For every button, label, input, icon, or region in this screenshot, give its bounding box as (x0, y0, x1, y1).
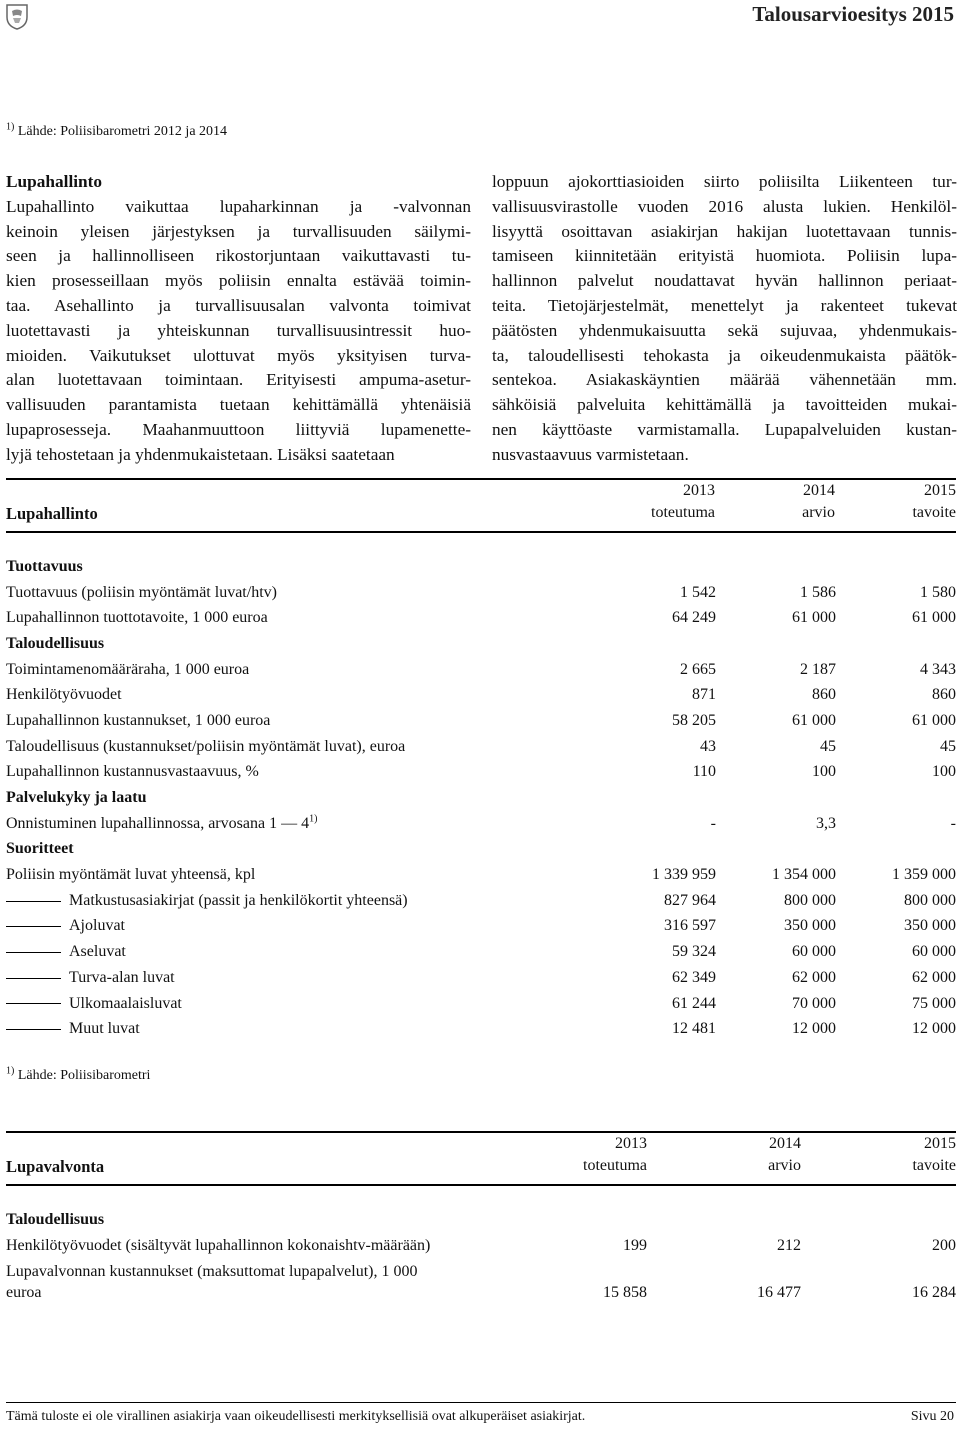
table-cell: 62 000 (912, 968, 956, 986)
table-cell (716, 785, 836, 811)
table2-section: Taloudellisuus (6, 1211, 105, 1228)
table-cell: 1 580 (920, 583, 956, 601)
row-label (6, 605, 596, 631)
table-cell: 2 187 (800, 660, 836, 678)
subhead-tavoite: tavoite (912, 504, 956, 521)
table-cell: 800 000 (904, 891, 956, 909)
right-text-column (492, 170, 957, 468)
row-label-text: Aseluvat (69, 943, 126, 961)
indent-dash (6, 926, 61, 927)
table-cell: 3,3 (816, 814, 836, 832)
indent-dash (6, 952, 61, 953)
table-cell (596, 837, 716, 863)
table-cell: 61 244 (672, 994, 716, 1012)
lion-crest-icon (4, 2, 30, 30)
row-label (6, 657, 596, 683)
text-line: luotettavasti ja yhteiskunnan turvallisuusintressit huo- (6, 320, 471, 340)
row-label-text: Taloudellisuus (6, 634, 105, 652)
table-row (6, 785, 956, 811)
table-cell: 61 000 (792, 609, 836, 627)
table-cell: 61 000 (912, 711, 956, 729)
top-footnote (6, 121, 228, 140)
table-cell: 43 (700, 737, 716, 755)
row-label (6, 914, 596, 940)
indent-dash (6, 1029, 61, 1030)
table1-header (6, 482, 956, 526)
table-row (6, 862, 956, 888)
table-cell: 75 000 (912, 994, 956, 1012)
row-label (6, 734, 596, 760)
table-row (6, 965, 956, 991)
year-2014: 2014 (769, 1135, 801, 1152)
text-line: nen käyttöaste varmistamalla. Lupapalveluiden kustan- (492, 419, 957, 439)
text-line: loppuun ajokorttiasioiden siirto poliisilta Liikenteen tur- (492, 172, 957, 191)
table-cell: 45 (820, 737, 836, 755)
table1-title: Lupahallinto (6, 504, 98, 523)
table2-row-label: Henkilötyövuodet (sisältyvät lupahallinnon kokonaishtv-määrään) (6, 1237, 431, 1254)
table2-cell: 15 858 (603, 1284, 647, 1301)
table2-header (6, 1135, 956, 1179)
table-cell (716, 837, 836, 863)
table-row (6, 811, 956, 837)
table2-title: Lupavalvonta (6, 1157, 105, 1176)
table-header-rule (6, 531, 956, 533)
table2-cell: 16 477 (757, 1284, 801, 1301)
subhead-arvio: arvio (768, 1157, 801, 1174)
table-cell (716, 554, 836, 580)
text-line: mioiden. Vaikutukset ulottuvat myös yksityisen turva- (6, 345, 471, 365)
year-2013: 2013 (615, 1135, 647, 1152)
table-cell: 59 324 (672, 943, 716, 961)
table-cell: 2 665 (680, 660, 716, 678)
row-label (6, 1016, 596, 1042)
row-label-text: Tuottavuus (poliisin myöntämät luvat/htv) (6, 583, 277, 601)
indent-dash (6, 901, 61, 902)
table-cell: 871 (692, 686, 716, 704)
row-label-text: Muut luvat (69, 1020, 140, 1038)
row-label-text: Tuottavuus (6, 557, 83, 575)
year-2013: 2013 (683, 482, 715, 499)
table-cell: 1 339 959 (652, 866, 716, 884)
table-row (6, 991, 956, 1017)
row-label (6, 785, 596, 811)
row-label (6, 939, 596, 965)
row-label (6, 580, 596, 606)
row-label-text: Poliisin myöntämät luvat yhteensä, kpl (6, 866, 256, 884)
row-label-text: Lupahallinnon kustannukset, 1 000 euroa (6, 711, 271, 729)
footnote-text: Lähde: Poliisibarometri 2012 ja 2014 (17, 124, 228, 139)
row-label-text: Matkustusasiakirjat (passit ja henkilökortit yhteensä) (69, 891, 408, 909)
row-label (6, 760, 596, 786)
table-row (6, 888, 956, 914)
row-label (6, 811, 596, 837)
table2-row-label: Lupavalvonnan kustannukset (maksuttomat lupapalvelut), 1 000 (6, 1263, 418, 1280)
table-row (6, 657, 956, 683)
text-line: Lupahallinto vaikuttaa lupaharkinnan ja -valvonnan (6, 196, 471, 216)
text-line: nusvastaavuus varmistetaan. (492, 444, 689, 464)
year-2014: 2014 (803, 482, 835, 499)
table-cell: 100 (812, 763, 836, 781)
text-line: kien prosesseillaan myös poliisin ennalta estävää toimin- (6, 271, 471, 291)
table-cell: 350 000 (784, 917, 836, 935)
row-label-text: Ajoluvat (69, 917, 125, 935)
table-cell (596, 631, 716, 657)
table-cell: - (710, 814, 716, 832)
text-line: keinoin yleisen järjestyksen ja turvallisuuden säilymi- (6, 221, 471, 241)
table-cell (596, 785, 716, 811)
table-row (6, 837, 956, 863)
text-line: teita. Tietojärjestelmät, menettelyt ja rakenteet tukevat (492, 295, 957, 315)
table-cell (836, 837, 956, 863)
text-line: sentekoa. Asiakaskäyntien määrää vähennetään mm. (492, 370, 957, 390)
table2-cell: 212 (777, 1237, 801, 1254)
table-row (6, 682, 956, 708)
table2-top-rule (6, 1131, 956, 1133)
text-line: hallinnon palvelut noudattavat hyvän hallinnon periaat- (492, 271, 957, 291)
table-cell: 70 000 (792, 994, 836, 1012)
table-cell: 1 354 000 (772, 866, 836, 884)
table-row (6, 580, 956, 606)
table-row (6, 631, 956, 657)
text-line: vallisuuden parantamista tuetaan kehittämällä yhtenäisiä (6, 395, 471, 415)
document-title: Talousarvioesitys 2015 (752, 2, 954, 26)
table-cell: 1 586 (800, 583, 836, 601)
table-cell: 12 000 (912, 1020, 956, 1038)
text-line: lisyyttä osoittavan asiakirjan hakijan luotettavaan tunnis- (492, 221, 957, 241)
table-row (6, 708, 956, 734)
table-cell: 58 205 (672, 711, 716, 729)
text-line: sähköisiä palveluita kehittämällä ja tavoitteiden mukai- (492, 395, 957, 415)
row-label-text: Onnistuminen lupahallinnossa, arvosana 1 — 4 (6, 814, 310, 832)
table-cell (596, 554, 716, 580)
row-label-text: Suoritteet (6, 840, 74, 858)
table-cell (836, 785, 956, 811)
table-row (6, 605, 956, 631)
row-label (6, 682, 596, 708)
table-cell: 827 964 (664, 891, 716, 909)
lupahallinto-table (6, 554, 956, 1042)
table-top-rule (6, 478, 956, 480)
subhead-toteutuma: toteutuma (583, 1157, 647, 1174)
text-line: tamiseen kiinnitetään erityistä huomiota. Poliisin lupa- (492, 246, 957, 266)
table2-header-rule (6, 1184, 956, 1186)
footer-notice: Tämä tuloste ei ole virallinen asiakirja vaan oikeudellisesti merkityksellisiä ovat alkuperäiset asiakirjat. (6, 1409, 586, 1424)
table-cell: 12 000 (792, 1020, 836, 1038)
table-cell: 860 (812, 686, 836, 704)
row-label (6, 708, 596, 734)
footnote-marker: 1) (6, 121, 15, 133)
subhead-toteutuma: toteutuma (651, 504, 715, 521)
table-cell: 1 542 (680, 583, 716, 601)
table-row (6, 554, 956, 580)
footer-rule (6, 1402, 956, 1403)
row-label-text: Lupahallinnon kustannusvastaavuus, % (6, 763, 259, 781)
row-label (6, 965, 596, 991)
table-cell: 60 000 (792, 943, 836, 961)
row-label-text: Toimintamenomääräraha, 1 000 euroa (6, 660, 250, 678)
row-label-text: Henkilötyövuodet (6, 686, 122, 704)
text-line: ta, taloudellisesti tehokasta ja oikeudenmukaista päätök- (492, 345, 957, 365)
row-label-text: Turva-alan luvat (69, 968, 175, 986)
text-line: taa. Asehallinto ja turvallisuusalan valvonta toimivat (6, 295, 471, 315)
table-row (6, 734, 956, 760)
row-label-text: Lupahallinnon tuottotavoite, 1 000 euroa (6, 609, 268, 627)
row-label (6, 862, 596, 888)
table-cell (716, 631, 836, 657)
table2-cell: 199 (623, 1237, 647, 1254)
row-label (6, 991, 596, 1017)
table-cell: 316 597 (664, 917, 716, 935)
table-cell: 100 (932, 763, 956, 781)
text-line: alan luotettavaan toimintaan. Erityisesti ampuma-asetur- (6, 370, 471, 390)
page-number: Sivu 20 (910, 1409, 954, 1424)
table-cell: 45 (940, 737, 956, 755)
row-label (6, 837, 596, 863)
indent-dash (6, 1003, 61, 1004)
footnote-marker: 1) (309, 813, 318, 825)
table2-cell: 200 (932, 1237, 956, 1254)
table-cell: 62 000 (792, 968, 836, 986)
row-label-text: Palvelukyky ja laatu (6, 789, 147, 807)
table-row (6, 914, 956, 940)
table-row (6, 760, 956, 786)
section-heading: Lupahallinto (6, 172, 103, 191)
table2-row-label: euroa (6, 1284, 42, 1301)
table-cell: 860 (932, 686, 956, 704)
indent-dash (6, 978, 61, 979)
table-row (6, 939, 956, 965)
table-cell: 350 000 (904, 917, 956, 935)
row-label (6, 631, 596, 657)
row-label-text: Taloudellisuus (kustannukset/poliisin myöntämät luvat), euroa (6, 737, 406, 755)
text-line: lupaprosesseja. Maahanmuuttoon liittyviä lupamenette- (6, 419, 471, 439)
text-line: seen ja hallinnolliseen rikostorjuntaan vaikuttavasti tu- (6, 246, 471, 266)
table-cell: 800 000 (784, 891, 836, 909)
table-cell: 60 000 (912, 943, 956, 961)
table-cell: - (950, 814, 956, 832)
row-label (6, 554, 596, 580)
table-row (6, 1016, 956, 1042)
table-cell: 61 000 (912, 609, 956, 627)
left-text-column (6, 170, 471, 468)
table-cell: 61 000 (792, 711, 836, 729)
year-2015: 2015 (924, 482, 956, 499)
table-cell (836, 554, 956, 580)
footnote-text: Lähde: Poliisibarometri (17, 1068, 151, 1083)
table-cell: 64 249 (672, 609, 716, 627)
row-label-text: Ulkomaalaisluvat (69, 994, 182, 1012)
subhead-arvio: arvio (802, 504, 835, 521)
text-line: vallisuusvirastolle vuoden 2016 alusta lukien. Henkilöl- (492, 196, 957, 216)
row-label (6, 888, 596, 914)
text-line: lyjä tehostetaan ja yhdenmukaistetaan. Lisäksi saatetaan (6, 444, 395, 464)
table2-cell: 16 284 (912, 1284, 956, 1301)
table-cell: 4 343 (920, 660, 956, 678)
table1-footnote (6, 1065, 151, 1084)
table-cell: 12 481 (672, 1020, 716, 1038)
table-cell: 1 359 000 (892, 866, 956, 884)
footnote-marker: 1) (6, 1065, 15, 1077)
text-line: päätösten yhdenmukaisuutta sekä sujuvaa, yhdenmukais- (492, 320, 957, 340)
subhead-tavoite: tavoite (912, 1157, 956, 1174)
table-cell (836, 631, 956, 657)
table-cell: 110 (692, 763, 716, 781)
year-2015: 2015 (924, 1135, 956, 1152)
table-cell: 62 349 (672, 968, 716, 986)
